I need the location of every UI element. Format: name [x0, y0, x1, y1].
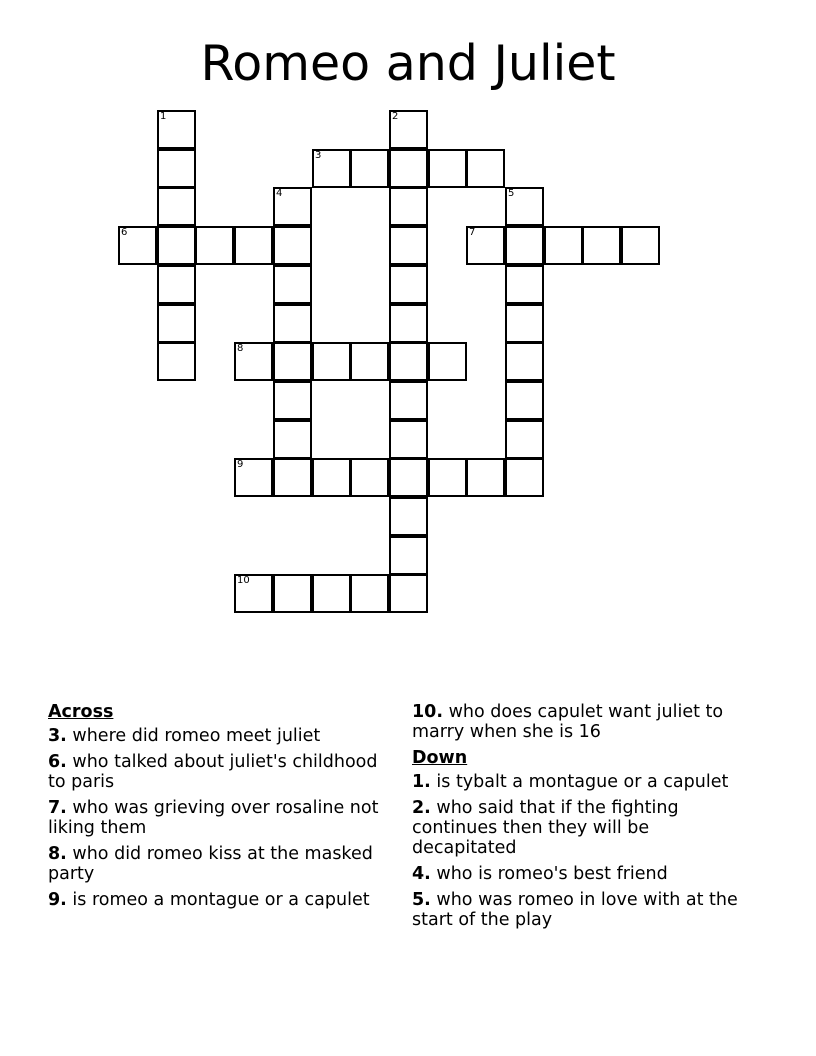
grid-cell[interactable]	[350, 458, 389, 497]
grid-cell[interactable]	[505, 458, 544, 497]
clue-across-3	[48, 726, 393, 746]
clue-number: 6.	[48, 752, 67, 772]
grid-cell[interactable]	[428, 149, 467, 188]
grid-cell[interactable]	[389, 458, 428, 497]
cell-number: 10	[237, 575, 250, 586]
clue-text: is romeo a montague or a capulet	[72, 890, 370, 910]
grid-cell[interactable]	[389, 187, 428, 226]
cell-number: 5	[508, 188, 515, 199]
grid-cell[interactable]	[505, 342, 544, 381]
grid-cell[interactable]	[466, 458, 505, 497]
clue-down-2	[412, 798, 757, 858]
across-heading: Across	[48, 702, 114, 722]
grid-cell[interactable]	[273, 458, 312, 497]
grid-cell[interactable]	[234, 574, 273, 613]
clues-right-column	[412, 702, 757, 936]
grid-cell[interactable]	[195, 226, 234, 265]
grid-cell[interactable]	[350, 574, 389, 613]
grid-cell[interactable]	[273, 304, 312, 343]
grid-cell[interactable]	[505, 381, 544, 420]
grid-cell[interactable]	[273, 342, 312, 381]
grid-cell[interactable]	[389, 536, 428, 575]
clue-text: who is romeo's best friend	[436, 864, 668, 884]
grid-cell[interactable]	[582, 226, 621, 265]
grid-cell[interactable]	[389, 381, 428, 420]
clue-text: who was grieving over rosaline not liking them	[48, 798, 379, 838]
grid-cell[interactable]	[273, 265, 312, 304]
clue-across-6	[48, 752, 393, 792]
clue-text: who was romeo in love with at the start of the play	[412, 890, 738, 930]
clue-text: where did romeo meet juliet	[72, 726, 321, 746]
clue-number: 8.	[48, 844, 67, 864]
cell-number: 6	[121, 227, 128, 238]
clue-text: is tybalt a montague or a capulet	[436, 772, 729, 792]
grid-cell[interactable]	[505, 187, 544, 226]
grid-cell[interactable]	[273, 187, 312, 226]
clue-number: 5.	[412, 890, 431, 910]
grid-cell[interactable]	[157, 226, 196, 265]
grid-cell[interactable]	[157, 342, 196, 381]
grid-cell[interactable]	[389, 497, 428, 536]
clue-across-8	[48, 844, 393, 884]
clue-across-7	[48, 798, 393, 838]
grid-cell[interactable]	[350, 149, 389, 188]
cell-number: 1	[160, 111, 167, 122]
grid-cell[interactable]	[505, 265, 544, 304]
puzzle-title: Romeo and Juliet	[200, 35, 616, 92]
grid-cell[interactable]	[466, 149, 505, 188]
clue-text: who talked about juliet's childhood to paris	[48, 752, 378, 792]
clue-text: who does capulet want juliet to marry when she is 16	[412, 702, 724, 742]
grid-cell[interactable]	[505, 420, 544, 459]
grid-cell[interactable]	[157, 110, 196, 149]
grid-cell[interactable]	[389, 342, 428, 381]
clue-text: who did romeo kiss at the masked party	[48, 844, 373, 884]
grid-cell[interactable]	[118, 226, 157, 265]
cell-number: 2	[392, 111, 399, 122]
grid-cell[interactable]	[312, 149, 351, 188]
grid-cell[interactable]	[350, 342, 389, 381]
clues-left-column	[48, 702, 393, 916]
grid-cell[interactable]	[157, 265, 196, 304]
grid-cell[interactable]	[312, 458, 351, 497]
grid-cell[interactable]	[389, 265, 428, 304]
grid-cell[interactable]	[544, 226, 583, 265]
down-heading: Down	[412, 748, 468, 768]
grid-cell[interactable]	[234, 226, 273, 265]
grid-cell[interactable]	[273, 574, 312, 613]
grid-cell[interactable]	[505, 226, 544, 265]
clue-number: 3.	[48, 726, 67, 746]
grid-cell[interactable]	[389, 149, 428, 188]
cell-number: 7	[469, 227, 476, 238]
grid-cell[interactable]	[389, 226, 428, 265]
clue-across-10	[412, 702, 757, 742]
grid-cell[interactable]	[234, 342, 273, 381]
cell-number: 3	[315, 150, 322, 161]
clue-across-9	[48, 890, 393, 910]
grid-cell[interactable]	[157, 149, 196, 188]
clue-number: 10.	[412, 702, 444, 722]
grid-cell[interactable]	[505, 304, 544, 343]
grid-cell[interactable]	[157, 304, 196, 343]
grid-cell[interactable]	[428, 342, 467, 381]
cell-number: 8	[237, 343, 244, 354]
grid-cell[interactable]	[428, 458, 467, 497]
clue-number: 2.	[412, 798, 431, 818]
cell-number: 9	[237, 459, 244, 470]
grid-cell[interactable]	[157, 187, 196, 226]
grid-cell[interactable]	[273, 226, 312, 265]
grid-cell[interactable]	[273, 420, 312, 459]
grid-cell[interactable]	[234, 458, 273, 497]
grid-cell[interactable]	[389, 110, 428, 149]
grid-cell[interactable]	[389, 304, 428, 343]
cell-number: 4	[276, 188, 283, 199]
grid-cell[interactable]	[389, 420, 428, 459]
grid-cell[interactable]	[312, 574, 351, 613]
clue-down-1	[412, 772, 757, 792]
grid-cell[interactable]	[389, 574, 428, 613]
grid-cell[interactable]	[466, 226, 505, 265]
grid-cell[interactable]	[312, 342, 351, 381]
clue-number: 1.	[412, 772, 431, 792]
clue-down-4	[412, 864, 757, 884]
clue-down-5	[412, 890, 757, 930]
clue-number: 7.	[48, 798, 67, 818]
clue-text: who said that if the fighting continues then they will be decapitated	[412, 798, 679, 858]
clue-number: 9.	[48, 890, 67, 910]
grid-cell[interactable]	[273, 381, 312, 420]
clue-number: 4.	[412, 864, 431, 884]
grid-cell[interactable]	[621, 226, 660, 265]
